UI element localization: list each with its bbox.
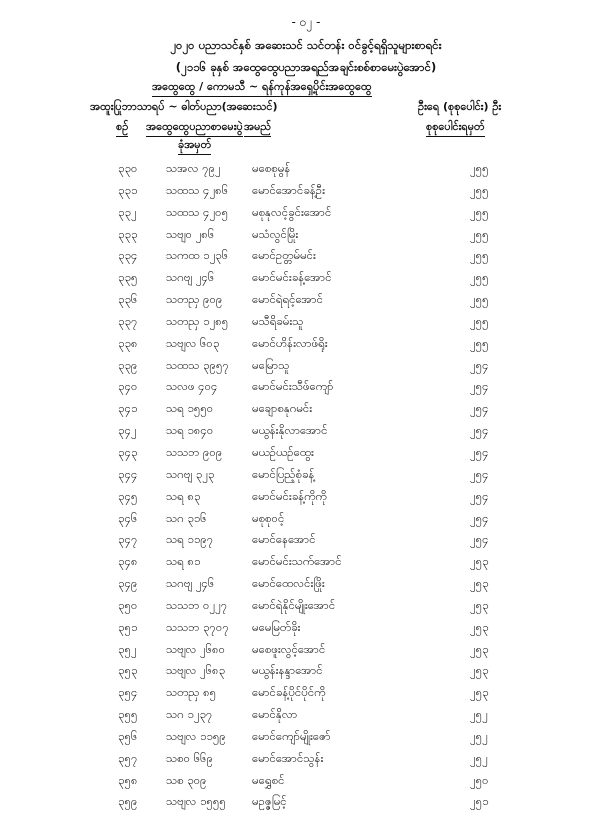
total-score: ၂၅၂ bbox=[470, 750, 488, 765]
roll-number: သစ ၃၀၉ bbox=[166, 772, 207, 787]
row-number: ၃၃၁ bbox=[118, 182, 138, 197]
student-name: မောင်ခန့်ပိုင်ပိုင်ကို bbox=[252, 685, 326, 700]
table-row bbox=[0, 660, 612, 682]
roll-number: သဂဗျ ၂၄၆ bbox=[166, 576, 215, 591]
results-table bbox=[0, 158, 612, 813]
row-number: ၃၄၈ bbox=[118, 554, 138, 569]
table-row bbox=[0, 726, 612, 748]
table-row bbox=[0, 595, 612, 617]
student-name: မစေစုမွန် bbox=[252, 161, 291, 175]
roll-number: သဗျ၀ ၂၈၆ bbox=[166, 226, 215, 241]
table-row bbox=[0, 639, 612, 661]
table-row bbox=[0, 573, 612, 595]
roll-number: သထသ ၃၉၅၇ bbox=[166, 357, 229, 372]
student-name: မောင်ဥတ္တမ်မင်း bbox=[252, 248, 316, 263]
roll-number: သသဘ ၀၂၂၇ bbox=[166, 597, 228, 612]
roll-number: သဂ ၃၁၆ bbox=[166, 510, 207, 525]
count-heading: ဦးရေ (စုစုပေါင်း) ဦး bbox=[418, 100, 502, 113]
student-name: မစုနုလင့်ခွင်းအောင် bbox=[252, 204, 332, 219]
roll-number: သရ ၁၅၅၀ bbox=[166, 401, 214, 416]
subject-heading: အထူးပြုဘာသာရပ် ~ ဓါတ်ပညာ(အဆေးသင်) bbox=[90, 100, 278, 113]
total-score: ၂၅၅ bbox=[470, 335, 489, 350]
row-number: ၃၅၆ bbox=[118, 728, 138, 743]
student-name: မစေဖူးလွင့်အောင် bbox=[252, 641, 326, 656]
roll-number: သဂ ၁၂၃၇ bbox=[166, 707, 213, 722]
total-score: ၂၅၅ bbox=[470, 270, 489, 285]
total-score: ၂၅၅ bbox=[470, 248, 489, 263]
table-row bbox=[0, 617, 612, 639]
student-name: မောင်အောင်သွန်း bbox=[252, 750, 324, 765]
total-score: ၂၅၄ bbox=[470, 510, 489, 525]
table-row bbox=[0, 486, 612, 508]
table-row bbox=[0, 770, 612, 792]
student-name: မသီရိခမ်းသူ bbox=[252, 313, 304, 328]
table-row bbox=[0, 508, 612, 530]
student-name: မစုစုဝင့် bbox=[252, 510, 285, 525]
row-number: ၃၄၇ bbox=[118, 532, 138, 547]
page-number: - ၀၂ - bbox=[291, 15, 321, 29]
table-row bbox=[0, 355, 612, 377]
student-name: မောင်မင်းခန့်အောင် bbox=[252, 270, 332, 285]
row-number: ၃၄၃ bbox=[118, 444, 138, 459]
student-name: မမြောသူ bbox=[252, 357, 290, 372]
roll-number: သလဖ ၄၀၄ bbox=[166, 379, 218, 394]
roll-number: သထသ ၄၂၀၅ bbox=[166, 204, 229, 219]
row-number: ၃၅၈ bbox=[118, 772, 138, 787]
row-number: ၃၅၂ bbox=[118, 641, 137, 656]
document-subtitle: (၂၁၁၆ ခုနှစ် အထွေထွေပညာအရည်အချင်းစစ်စာမေးပွဲအောင်) bbox=[175, 60, 437, 74]
total-score: ၂၅၅ bbox=[470, 204, 489, 219]
student-name: မရွှေစင် bbox=[252, 772, 285, 787]
row-number: ၃၅၃ bbox=[118, 663, 138, 678]
table-row bbox=[0, 333, 612, 355]
row-number: ၃၄၄ bbox=[118, 466, 138, 481]
table-row bbox=[0, 748, 612, 770]
column-header-name: အမည် bbox=[244, 120, 271, 137]
total-score: ၂၅၅ bbox=[470, 313, 489, 328]
row-number: ၃၅၄ bbox=[118, 685, 138, 700]
table-row bbox=[0, 202, 612, 224]
student-name: မောင်ကျော်မျိုးဇော် bbox=[252, 728, 331, 743]
total-score: ၂၅၄ bbox=[470, 532, 489, 547]
student-name: မယဉ်ယဉ်ထွေး bbox=[252, 444, 314, 459]
roll-number: သရ ၁၁၉၇ bbox=[166, 532, 214, 547]
total-score: ၂၅၃ bbox=[470, 641, 489, 656]
total-score: ၂၅၄ bbox=[470, 379, 489, 394]
roll-number: သတညှ ၉၀၉ bbox=[166, 292, 223, 307]
roll-number: သဗျလ ၁၅၅၅ bbox=[166, 794, 226, 809]
roll-number: သကထ ၁၂၃၆ bbox=[166, 248, 229, 263]
roll-number: သရ ၈၃ bbox=[166, 488, 201, 503]
table-row bbox=[0, 224, 612, 246]
total-score: ၂၅၂ bbox=[470, 728, 488, 743]
student-name: မောင်ဟိန်းလာဖ်ရိုး bbox=[252, 335, 328, 350]
roll-number: သရ ၈၁ bbox=[166, 554, 201, 569]
table-row bbox=[0, 398, 612, 420]
row-number: ၃၃၄ bbox=[118, 248, 138, 263]
roll-number: သရ ၁၈၄၀ bbox=[166, 423, 214, 438]
row-number: ၃၅၅ bbox=[118, 707, 138, 722]
row-number: ၃၃၉ bbox=[118, 357, 138, 372]
total-score: ၂၅၃ bbox=[470, 685, 489, 700]
roll-number: သသဘ ၃၇၀၇ bbox=[166, 619, 229, 634]
student-name: မောင်မင်းသီဖ်ကျော် bbox=[252, 379, 334, 394]
roll-number: သအလ ၇၉၂ bbox=[166, 161, 221, 175]
student-name: မမေမြတ်ခိုး bbox=[252, 619, 301, 634]
table-row bbox=[0, 682, 612, 704]
student-name: မောင်နေအောင် bbox=[252, 532, 316, 547]
row-number: ၃၄၁ bbox=[118, 401, 138, 416]
row-number: ၃၅၉ bbox=[118, 794, 138, 809]
student-name: မောင်ရဲရင့်အောင် bbox=[252, 292, 323, 307]
row-number: ၃၄၅ bbox=[118, 488, 138, 503]
roll-number: သတညှ ၁၂၈၅ bbox=[166, 313, 229, 328]
column-header-no: စဉ် bbox=[116, 120, 128, 137]
table-row bbox=[0, 376, 612, 398]
column-header-total: စုစုပေါင်းရမှတ် bbox=[426, 120, 485, 137]
row-number: ၃၅၇ bbox=[118, 750, 138, 765]
table-row bbox=[0, 464, 612, 486]
row-number: ၃၄၀ bbox=[118, 379, 138, 394]
student-name: မောင်အောင်ခန့်ဦး bbox=[252, 182, 326, 197]
row-number: ၃၅၀ bbox=[118, 597, 138, 612]
student-name: မယွန်းနန္ဒာအောင် bbox=[252, 663, 323, 678]
student-name: မောင်ပြည့်စုံခန့် bbox=[252, 466, 315, 481]
total-score: ၂၅၄ bbox=[470, 357, 489, 372]
row-number: ၃၃၂ bbox=[118, 204, 137, 219]
table-row bbox=[0, 158, 612, 180]
roll-number: သတညှ ၈၅ bbox=[166, 685, 217, 700]
total-score: ၂၅၃ bbox=[470, 576, 489, 591]
student-name: မယွန်းနိုလာအောင် bbox=[252, 423, 328, 438]
total-score: ၂၅၅ bbox=[470, 292, 489, 307]
region-heading: အထွေထွေ / ကောမသီ ~ ရန်ကုန်အရှေ့ပိုင်းအထွေထွေ bbox=[152, 80, 372, 97]
total-score: ၂၅၂ bbox=[470, 707, 488, 722]
table-row bbox=[0, 442, 612, 464]
table-row bbox=[0, 551, 612, 573]
total-score: ၂၅၅ bbox=[470, 182, 489, 197]
row-number: ၃၃၀ bbox=[118, 161, 138, 175]
total-score: ၂၅၄ bbox=[470, 423, 489, 438]
student-name: မောင်ရဲနိုင်မျိုးအောင် bbox=[252, 597, 336, 612]
student-name: မောင်နိုလာ bbox=[252, 707, 298, 722]
roll-number: သဗျလ ၂၆၈၃ bbox=[166, 663, 226, 678]
total-score: ၂၅၅ bbox=[470, 161, 489, 175]
total-score: ၂၅၃ bbox=[470, 597, 489, 612]
table-row bbox=[0, 267, 612, 289]
column-header-roll: အထွေထွေပညာစာမေးပွဲ bbox=[146, 120, 243, 137]
total-score: ၂၅၅ bbox=[470, 226, 489, 241]
row-number: ၃၄၆ bbox=[118, 510, 138, 525]
row-number: ၃၅၁ bbox=[118, 619, 138, 634]
student-name: မသံလွင်မြိုး bbox=[252, 226, 299, 241]
table-row bbox=[0, 529, 612, 551]
total-score: ၂၅၃ bbox=[470, 554, 489, 569]
roll-number: သဗျလ ၆၀၃ bbox=[166, 335, 220, 350]
total-score: ၂၅၄ bbox=[470, 488, 489, 503]
row-number: ၃၃၇ bbox=[118, 313, 138, 328]
student-name: မောင်မင်းခန့်ကိုကို bbox=[252, 488, 327, 503]
table-row bbox=[0, 180, 612, 202]
table-row bbox=[0, 245, 612, 267]
table-row bbox=[0, 791, 612, 813]
row-number: ၃၃၃ bbox=[118, 226, 138, 241]
student-name: မချောစနုဂမင်း bbox=[252, 401, 313, 416]
row-number: ၃၄၉ bbox=[118, 576, 138, 591]
column-header-roll-2: ခုံအမှတ် bbox=[178, 138, 211, 155]
student-name: မောင်ထေလင်းဖြိုး bbox=[252, 576, 325, 591]
table-row bbox=[0, 704, 612, 726]
row-number: ၃၃၅ bbox=[118, 270, 138, 285]
row-number: ၃၃၆ bbox=[118, 292, 138, 307]
total-score: ၂၅၄ bbox=[470, 401, 489, 416]
roll-number: သဂဗျ ၂၄၆ bbox=[166, 270, 215, 285]
total-score: ၂၅၃ bbox=[470, 663, 489, 678]
table-row bbox=[0, 311, 612, 333]
roll-number: သဗျလ ၂၆၈၀ bbox=[166, 641, 226, 656]
total-score: ၂၅၄ bbox=[470, 466, 489, 481]
document-title: ၂၀၂၀ ပညာသင်နှစ် အဆေးသင် သင်တန်း ဝင်ခွင့်ရရှိသူများစာရင်း bbox=[170, 38, 442, 52]
total-score: ၂၅၁ bbox=[470, 794, 489, 809]
roll-number: သသဘ ၉၀၉ bbox=[166, 444, 223, 459]
total-score: ၂၅၀ bbox=[470, 772, 489, 787]
table-row bbox=[0, 289, 612, 311]
roll-number: သထသ ၄၂၈၆ bbox=[166, 182, 229, 197]
roll-number: သဂဗျ ၃၂၃ bbox=[166, 466, 215, 481]
row-number: ၃၄၂ bbox=[118, 423, 137, 438]
student-name: မဥဇ္ဇမြင့် bbox=[252, 794, 287, 809]
roll-number: သဗျလ ၁၁၅၉ bbox=[166, 728, 226, 743]
roll-number: သစ၀ ၆၆၉ bbox=[166, 750, 214, 765]
table-row bbox=[0, 420, 612, 442]
total-score: ၂၅၄ bbox=[470, 444, 489, 459]
total-score: ၂၅၃ bbox=[470, 619, 489, 634]
row-number: ၃၃၈ bbox=[118, 335, 138, 350]
student-name: မောင်မင်းသက်အောင် bbox=[252, 554, 342, 569]
